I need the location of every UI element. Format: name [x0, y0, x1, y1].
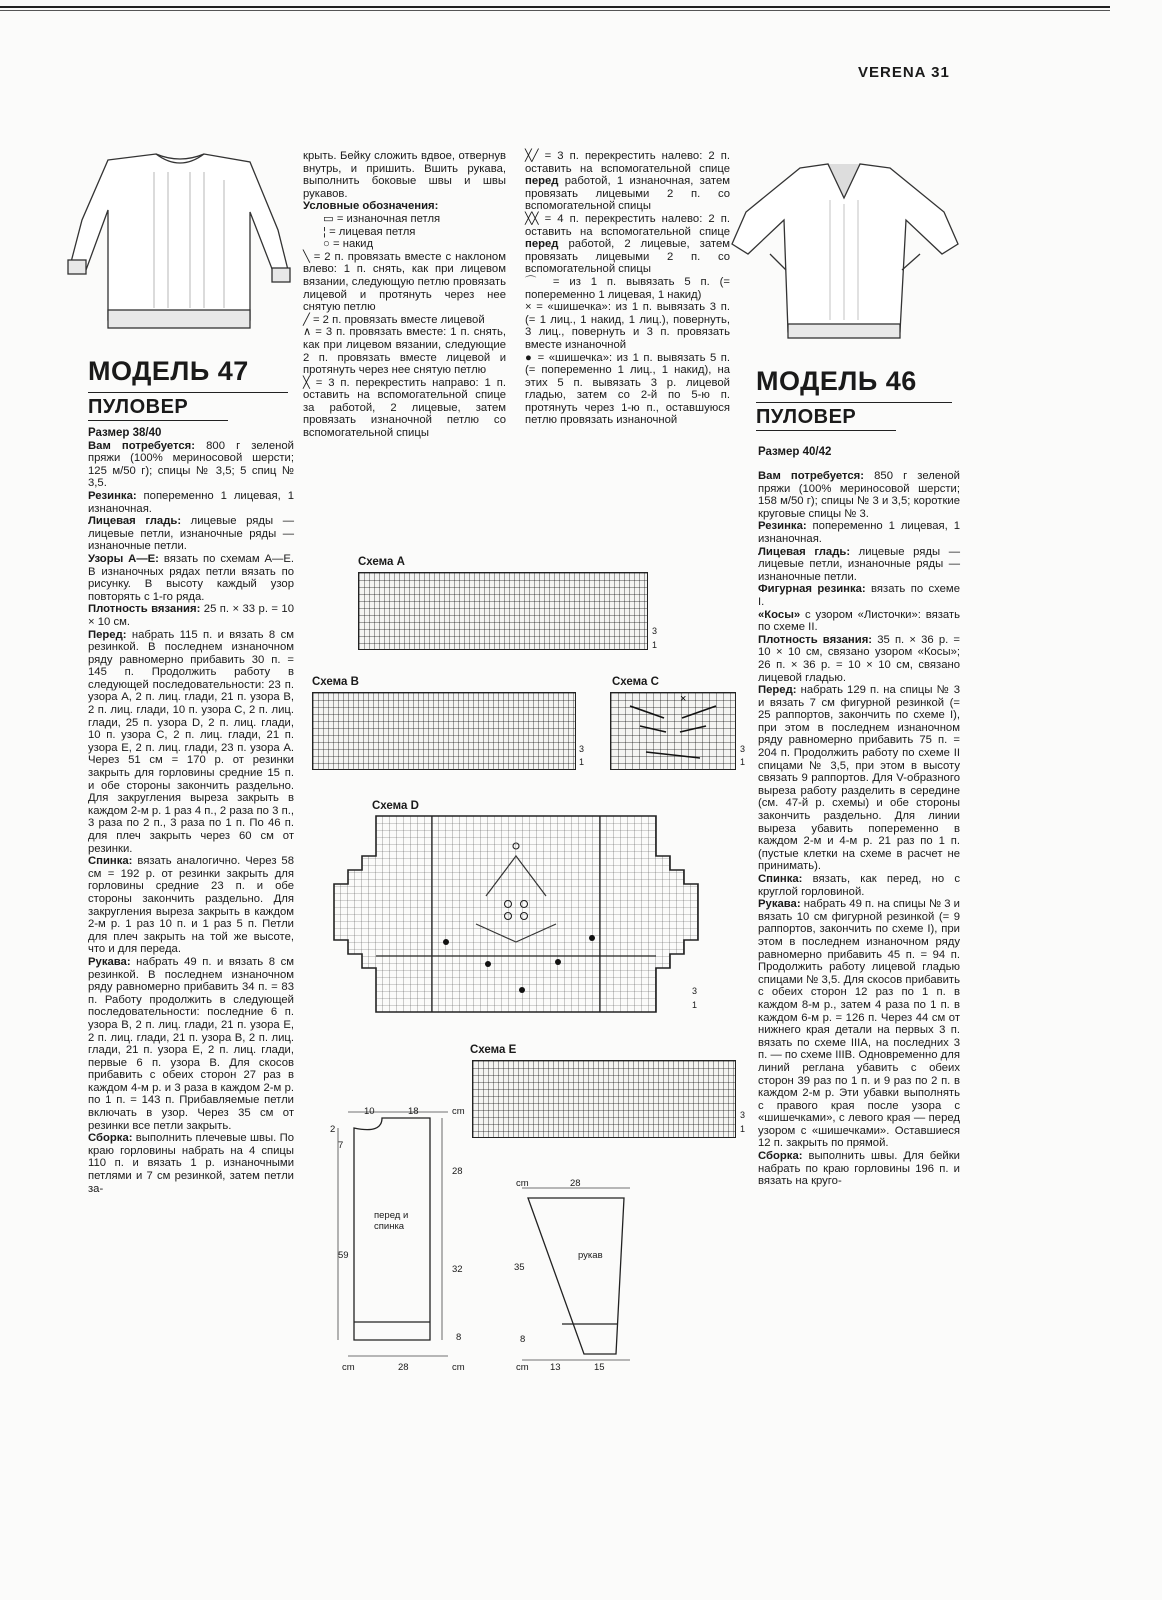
legend-item-cross-left-3: ╳╱ = 3 п. перекрестить налево: 2 п. оставить на вспомогательной спице перед работой, 1 изнаночная, затем провязать лицевыми 2 п. со вспомогательной спицы — [525, 150, 730, 213]
schema-c-title: Схема C — [612, 676, 659, 688]
sleeve-bottom-cm: cm — [516, 1362, 529, 1373]
model-46-paragraph: «Косы» с узором «Листочки»: вязать по схеме II. — [758, 608, 960, 634]
dim-right-8: 8 — [456, 1332, 462, 1343]
legend-item-bobble-5: ● = «шишечка»: из 1 п. вывязать 5 п. (= попеременно 1 лиц., 1 накид), на этих 5 п. вывязать 3 р. лицевой гладью, затем со 2-й по 5-ю п. протянуть через 1-ю п., оставшуюся петлю провязать изнаночной — [525, 351, 730, 427]
dim-top-right: 18 — [408, 1106, 419, 1117]
legend-item: ¦ = лицевая петля — [323, 225, 416, 238]
model-47-paragraph: Узоры A—E: вязать по схемам A—E. В изнаночных рядах петли вязать по рисунку. В высоту каждый узор повторять с 1-го ряда. — [88, 552, 295, 603]
legend-list — [303, 213, 506, 440]
schema-e-row-3: 3 — [740, 1110, 746, 1120]
model-47-paragraph: Резинка: попеременно 1 лицевая, 1 изнаночная. — [88, 489, 294, 515]
schema-d-row-1: 1 — [692, 1000, 698, 1010]
model-46-paragraph: Плотность вязания: 35 п. × 36 р. = 10 × 10 см, связано узором «Косы»; 26 п. × 36 р. = 10 × 10 см, связано лицевой гладью. — [758, 633, 961, 684]
model-47-paragraph: Рукава: набрать 49 п. и вязать 8 см резинкой. В последнем изнаночном ряду равномерно прибавить 34 п. = 83 п. Работу продолжить в следующей последовательности: последние 6 п. узора B, 2 п. лиц. глади, 21 п. узора E, 2 п. лиц. глади, 21 п. узора B, 2 п. лиц. глади, 21 п. узора E, 2 п. лиц. глади, первые 6 п. узора B. Для скосов прибавить с обеих сторон 27 раз в каждом 4-м р. и 3 раза в каждом 2-м р. по 1 п. = 143 п. Прибавляемые петли включать в узор. Через 35 см от резинки все петли закрыть. — [88, 955, 294, 1132]
model-47-text — [88, 427, 294, 1195]
model-46-paragraphs — [758, 470, 960, 1188]
schema-d-title: Схема D — [372, 800, 419, 812]
model-47-paragraph: Плотность вязания: 25 п. × 33 р. = 10 × 10 см. — [88, 603, 295, 628]
model-46-paragraph: Вам потребуется: 850 г зеленой пряжи (100% мериносовой шерсти; 158 м/50 г); спицы № 3 и 3,5; короткие круговые спицы № 3. — [758, 470, 960, 520]
dim-bottom-cm-left: cm — [342, 1362, 355, 1373]
model-46-paragraph: Перед: набрать 129 п. на спицы № 3 и вязать 7 см фигурной резинкой (= 25 раппортов, закончить по схеме I), при этом в последнем изнаночном ряду равномерно прибавить 75 п. = 204 п. Продолжить работу по схеме II спицами № 3,5, при этом в высоту связать 9 раппортов. Для V-образного выреза работу разделить в середине (см. 47-й р. схемы) и обе стороны закончить раздельно. Для линии выреза убавить попеременно в каждом 2-м и 4-м р. 21 раз по 1 п. (пустые клетки на схеме в расчет не принимать). — [758, 684, 960, 873]
sleeve-bottom-15: 15 — [594, 1362, 605, 1373]
pattern-sleeve — [512, 1184, 652, 1364]
dim-right-28: 28 — [452, 1166, 463, 1177]
model-46-paragraph: Рукава: набрать 49 п. на спицы № 3 и вязать 10 см фигурной резинкой (= 9 раппортов, закончить по схеме I), при этом в последнем изнаночном ряду равномерно прибавить 45 п. = 94 п. Продолжить работу лицевой гладью спицами № 3,5. Для скосов прибавить с обеих сторон 12 раз по 1 п. в каждом 8-м р., затем 4 раза по 1 п. в каждом 6-м р. = 126 п. Через 44 см от нижнего края детали на первых 3 п. вязать по схеме IIIA, на последних 3 п. — по схеме IIIB. Одновременно для линий реглана убавить с обеих сторон 39 раз по 1 п. и 9 раз по 2 п. в каждом 2-м р. Эти убавки выполнять с правого края после узора с «шишечками», с левого края — перед узором с «шишечками». Оставшиеся 12 п. закрыть по прямой. — [758, 898, 960, 1150]
sleeve-top-cm: cm — [516, 1178, 529, 1189]
model-46-paragraph: Фигурная резинка: вязать по схеме I. — [758, 583, 960, 608]
model-47-paragraph: Вам потребуется: 800 г зеленой пряжи (100% мериносовой шерсти; 125 м/50 г); спицы № 3,5; 5 спиц № 3,5. — [88, 439, 294, 490]
dim-left-7: 7 — [338, 1140, 344, 1151]
schema-c-row-1: 1 — [740, 757, 746, 767]
model-46-subtitle: ПУЛОВЕР — [756, 406, 857, 428]
legend-item: ╳ = 3 п. перекрестить направо: 1 п. оставить на вспомогательной спице за работой, 2 лицевые, затем провязать изнаночной петлю со вспомогательной спицы — [303, 376, 506, 440]
model-46-size: Размер 40/42 — [758, 446, 832, 458]
schema-d-row-3: 3 — [692, 986, 698, 996]
dim-right-32: 32 — [452, 1264, 463, 1275]
schema-a-row-1: 1 — [652, 640, 658, 650]
legend-item: ∧ = 3 п. провязать вместе: 1 п. снять, как при лицевом вязании, следующие 2 п. провязать вместе лицевой и протянуть через нее снятую петлю — [303, 326, 506, 377]
page-header: VERENA 31 — [858, 64, 950, 81]
column-2-intro: крыть. Бейку сложить вдвое, отвернув внутрь, и пришить. Вшить рукава, выполнить боковые швы и швы рукавов. — [303, 150, 506, 200]
model-46-paragraph: Спинка: вязать, как перед, но с круглой горловиной. — [758, 873, 960, 898]
legend-item: ○ = накид — [323, 238, 374, 251]
model-47-paragraph: Перед: набрать 115 п. и вязать 8 см резинкой. В последнем изнаночном ряду равномерно прибавить 30 п. = 145 п. Продолжить работу в следующей последовательности: 23 п. узора A, 2 п. лиц. глади, 21 п. узора B, 2 п. лиц. глади, 10 п. узора C, 2 п. лиц. глади, 25 п. узора D, 2 п. лиц. глади, 10 п. узора C, 2 п. лиц. глади, 21 п. узора E, 2 п. лиц. глади, 23 п. узора A. Через 51 см = 170 р. от резинки закрыть для горловины средние 15 п. и обе стороны закончить раздельно. Для закругления выреза закрыть в каждом 2-м р. 1 раз 4 п., 2 раза по 3 п., 3 раза по 2 п., 3 раза по 1 п. По 46 п. для плеч закрыть через 60 см от резинки. — [88, 628, 294, 855]
dim-left-59: 59 — [338, 1250, 349, 1261]
sleeve-label: рукав — [578, 1250, 603, 1261]
schema-e-title: Схема E — [470, 1044, 517, 1056]
dim-left-2: 2 — [330, 1124, 336, 1135]
model-47-subrule — [88, 420, 228, 421]
pattern-front-back — [330, 1112, 470, 1362]
sleeve-left-35: 35 — [514, 1262, 525, 1273]
front-back-label: перед и спинка — [374, 1210, 409, 1232]
svg-text:×: × — [680, 693, 687, 705]
schema-b-row-3: 3 — [579, 744, 585, 754]
schema-b-grid — [312, 692, 576, 770]
model-47-paragraph: Спинка: вязать аналогично. Через 58 см = 192 р. от резинки закрыть для горловины средние 23 п. и обе стороны закончить раздельно. Для закругления выреза закрыть в каждом 2-м р. 1 раз 10 п. и 1 раз 5 п. Петли для плеч закрыть на той же высоте, что и для переда. — [88, 855, 294, 956]
model-47-size: Размер 38/40 — [88, 427, 162, 439]
model-47-rule — [88, 392, 288, 393]
model-47-paragraphs — [88, 440, 294, 1196]
dim-top-cm: cm — [452, 1106, 465, 1117]
legend-item: ╲ = 2 п. провязать вместе с наклоном влево: 1 п. снять, как при лицевом вязании, следующую петлю провязать лицевой и протянуть через нее снятую петлю — [303, 250, 506, 314]
sleeve-8: 8 — [520, 1334, 526, 1345]
model-47-subtitle: ПУЛОВЕР — [88, 396, 189, 418]
model-47-title: МОДЕЛЬ 47 — [88, 356, 249, 386]
sleeve-bottom-13: 13 — [550, 1362, 561, 1373]
model-46-title: МОДЕЛЬ 46 — [756, 366, 917, 396]
top-rule-thin — [0, 10, 1110, 11]
column-2-text — [303, 150, 506, 440]
schema-a-grid — [358, 572, 648, 650]
legend-item-cross-left-4: ╳╳ = 4 п. перекрестить налево: 2 п. оставить на вспомогательной спице перед работой, 2 лицевые, затем провязать лицевыми 2 п. со вспомогательной спицы — [525, 212, 730, 276]
model-46-paragraph: Сборка: выполнить швы. Для бейки набрать по краю горловины 196 п. и вязать на круго- — [758, 1150, 960, 1188]
sleeve-top-28: 28 — [570, 1178, 581, 1189]
legend-title: Условные обозначения: — [303, 200, 439, 213]
schema-d-grid — [326, 816, 706, 1016]
legend-item: ▭ = изнаночная петля — [323, 212, 441, 225]
legend-item-bobble-3: × = «шишечка»: из 1 п. вывязать 3 п. (= 1 лиц., 1 накид, 1 лиц.), повернуть, 3 лиц., повернуть и 3 п. провязать вместе изнаночной — [525, 301, 730, 351]
legend-item: ╱ = 2 п. провязать вместе лицевой — [303, 313, 485, 326]
model-46-text — [758, 470, 960, 1188]
schema-e-row-1: 1 — [740, 1124, 746, 1134]
dim-top-left: 10 — [364, 1106, 375, 1117]
model-47-paragraph: Лицевая гладь: лицевые ряды — лицевые петли, изнаночные ряды — изнаночные петли. — [88, 515, 294, 553]
schema-a-title: Схема A — [358, 556, 405, 568]
sweater-46-illustration — [730, 160, 960, 350]
schema-c-marks — [610, 692, 736, 770]
schema-b-row-1: 1 — [579, 757, 585, 767]
schema-b-title: Схема B — [312, 676, 359, 688]
schema-a-row-3: 3 — [652, 626, 658, 636]
dim-bottom-28: 28 — [398, 1362, 409, 1373]
model-46-paragraph: Резинка: попеременно 1 лицевая, 1 изнаночная. — [758, 520, 960, 545]
top-rule — [0, 6, 1110, 8]
schema-c-row-3: 3 — [740, 744, 746, 754]
model-46-paragraph: Лицевая гладь: лицевые ряды — лицевые петли, изнаночные ряды — изнаночные петли. — [758, 545, 960, 583]
legend-item-increase-5: ⌒ = из 1 п. вывязать 5 п. (= попеременно 1 лицевая, 1 накид) — [525, 275, 730, 301]
sweater-47-illustration — [64, 150, 296, 350]
column-3-text — [525, 150, 730, 427]
model-47-paragraph: Сборка: выполнить плечевые швы. По краю горловины набрать на 4 спицы 110 п. и вязать 1 р. изнаночными петлями и 7 см резинкой, затем петли за- — [88, 1132, 294, 1195]
schema-e-grid — [472, 1060, 736, 1138]
model-46-subrule — [756, 430, 896, 431]
model-46-rule — [756, 402, 952, 403]
dim-bottom-cm-right: cm — [452, 1362, 465, 1373]
